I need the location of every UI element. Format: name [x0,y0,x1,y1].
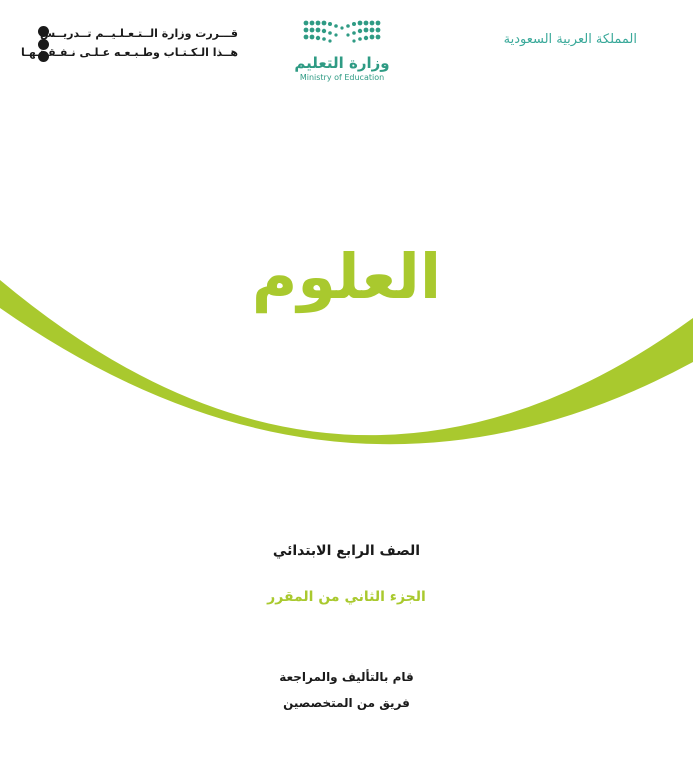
decree-notice [21,26,238,70]
ministry-name-arabic: وزارة التعليم [294,54,390,72]
ministry-logo [292,18,392,84]
authors-line-1: قام بالتأليف والمراجعة [279,670,414,684]
grade-label: الصف الرابع الابتدائي [272,543,421,559]
ministry-dots-icon [292,18,392,52]
authors-block [0,664,693,716]
decree-line-1: قـــررت وزارة الــتـعـلـيــم تــدريــس [39,27,238,40]
book-title: العلوم [251,240,442,313]
authors-line-2: فريق من المتخصصين [283,696,410,710]
ministry-name-english: Ministry of Education [299,73,385,82]
kingdom-label: المملكة العربية السعودية [503,32,637,47]
decree-line-2: هــذا الـكـتـاب وطـبـعـه عـلـى نـفـقـتـهـا [21,46,238,59]
part-label: الجزء الثاني من المقرر [267,589,426,605]
